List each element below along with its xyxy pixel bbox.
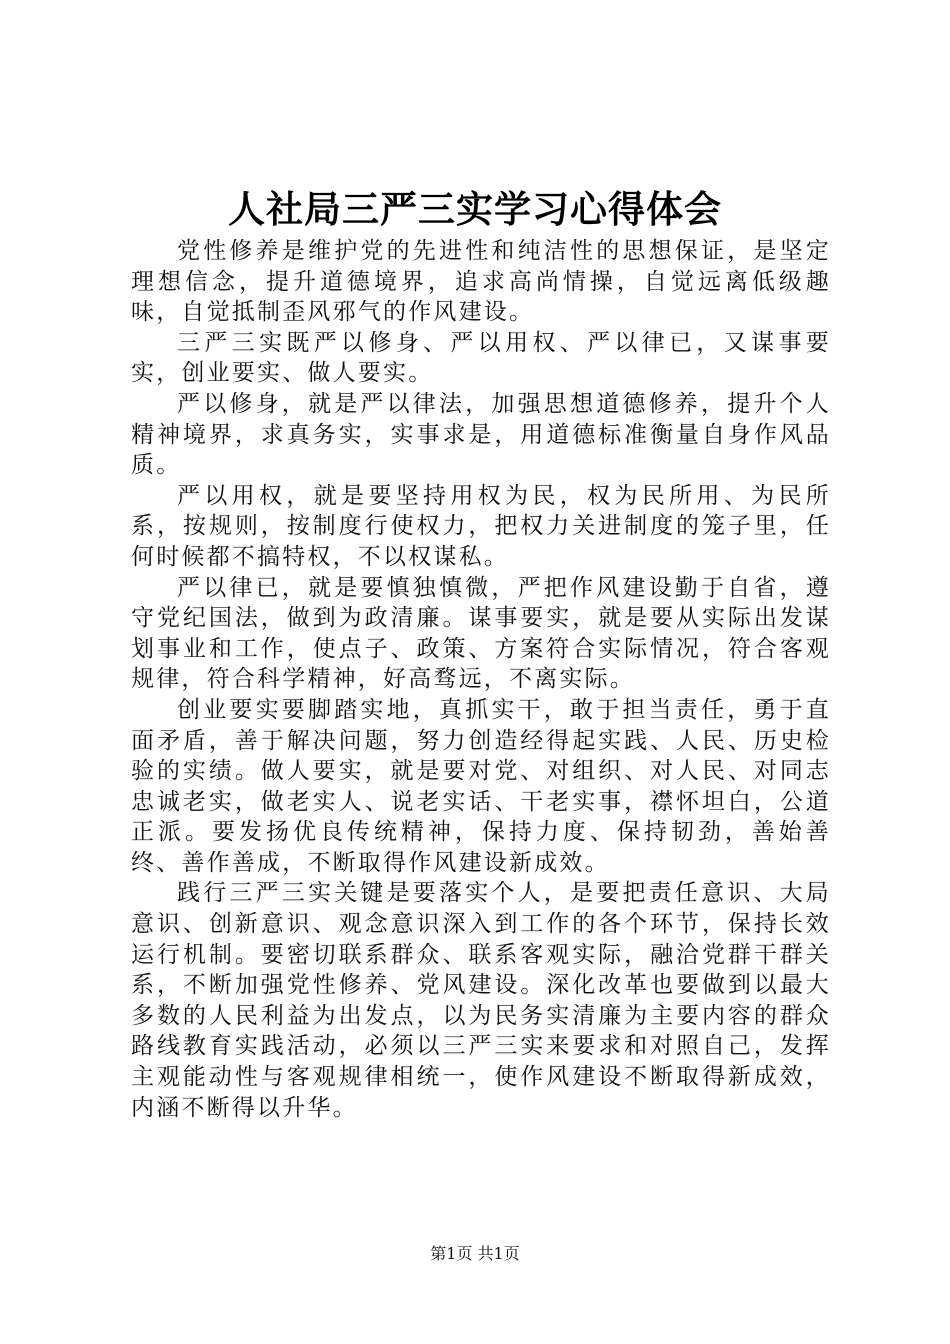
document-title: 人社局三严三实学习心得体会 bbox=[228, 187, 722, 231]
document-body bbox=[131, 236, 831, 1123]
paragraph: 严以修身，就是严以律法，加强思想道德修养，提升个人精神境界，求真务实，实事求是，用道德标准衡量自身作风品质。 bbox=[131, 390, 831, 479]
paragraph: 创业要实要脚踏实地，真抓实干，敢于担当责任，勇于直面矛盾，善于解决问题，努力创造经得起实践、人民、历史检验的实绩。做人要实，就是要对党、对组织、对人民、对同志忠诚老实，做老实人、说老实话、干老实事，襟怀坦白，公道正派。要发扬优良传统精神，保持力度、保持韧劲，善始善终、善作善成，不断取得作风建设新成效。 bbox=[131, 696, 831, 876]
paragraph: 党性修养是维护党的先进性和纯洁性的思想保证，是坚定理想信念，提升道德境界，追求高尚情操，自觉远离低级趣味，自觉抵制歪风邪气的作风建设。 bbox=[131, 238, 831, 326]
paragraph: 践行三严三实关键是要落实个人，是要把责任意识、大局意识、创新意识、观念意识深入到工作的各个环节，保持长效运行机制。要密切联系群众、联系客观实际，融洽党群干群关系，不断加强党性修养、党风建设。深化改革也要做到以最大多数的人民利益为出发点，以为民务实清廉为主要内容的群众路线教育实践活动，必须以三严三实来要求和对照自己，发挥主观能动性与客观规律相统一，使作风建设不断取得新成效，内涵不断得以升华。 bbox=[131, 880, 831, 1121]
paragraph: 严以律已，就是要慎独慎微，严把作风建设勤于自省，遵守党纪国法，做到为政清廉。谋事要实，就是要从实际出发谋划事业和工作，使点子、政策、方案符合实际情况，符合客观规律，符合科学精神，好高骛远，不离实际。 bbox=[131, 574, 831, 693]
paragraph: 严以用权，就是要坚持用权为民，权为民所用、为民所系，按规则，按制度行使权力，把权力关进制度的笼子里，任何时候都不搞特权，不以权谋私。 bbox=[131, 482, 831, 570]
paragraph: 三严三实既严以修身、严以用权、严以律已，又谋事要实，创业要实、做人要实。 bbox=[131, 329, 831, 387]
page-number-footer: 第1页 共1页 bbox=[430, 1244, 520, 1263]
